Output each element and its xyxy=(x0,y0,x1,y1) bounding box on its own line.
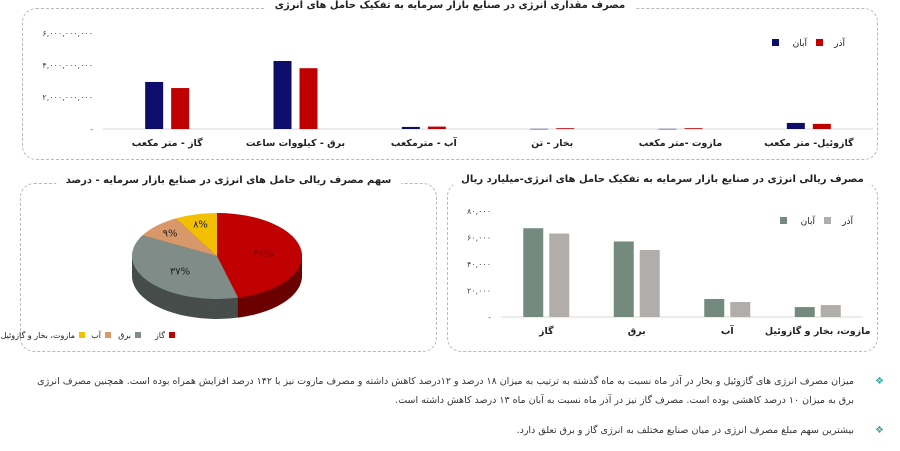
category-label: گازوئیل- متر مکعب xyxy=(764,138,854,149)
bar-آذر xyxy=(821,305,841,317)
y-tick-label: ۶۰,۰۰۰ xyxy=(466,233,491,243)
category-label: گاز - متر مکعب xyxy=(131,138,203,149)
legend-swatch xyxy=(780,217,787,224)
y-tick-label: ۲۰,۰۰۰ xyxy=(466,286,491,296)
pie-value-label: ۳۷% xyxy=(169,266,191,278)
category-label: مازوت -متر مکعب xyxy=(638,138,723,149)
legend-swatch xyxy=(105,332,111,338)
category-label: برق - کیلووات ساعت xyxy=(245,138,346,149)
share-chart-panel xyxy=(0,175,437,352)
note-item xyxy=(25,421,884,440)
rial-chart-title: مصرف ریالی انرژی در صنایع بازار سرمایه به تفکیک حامل های انرژی-میلیارد ریال xyxy=(451,174,874,185)
legend-swatch xyxy=(824,217,831,224)
bar-آبان xyxy=(614,241,634,317)
bar-آبان xyxy=(523,228,543,317)
bar-آذر xyxy=(556,128,574,129)
quantity-chart-panel xyxy=(22,0,878,160)
bar-آبان xyxy=(145,82,163,129)
rial-chart-panel xyxy=(447,174,878,352)
bar-آذر xyxy=(813,124,831,129)
legend-label: آب xyxy=(91,331,101,340)
legend-label: آذر xyxy=(834,39,845,49)
y-tick-label: ۴۰,۰۰۰ xyxy=(466,260,491,269)
note-text: بیشترین سهم مبلغ مصرف انرژی در میان صنایع مختلف به انرژی گاز و برق تعلق دارد. xyxy=(516,425,854,436)
bar-آبان xyxy=(787,123,805,129)
bar-آذر xyxy=(685,128,703,129)
share-chart-title: سهم مصرف ریالی حامل های انرژی در صنایع بازار سرمایه - درصد xyxy=(56,175,402,186)
legend-label: گاز xyxy=(154,331,165,340)
y-tick-label: ۴,۰۰۰,۰۰۰,۰۰۰ xyxy=(42,61,93,70)
category-label: برق xyxy=(627,326,646,337)
bar-آذر xyxy=(300,68,318,129)
diamond-bullet-icon: ❖ xyxy=(875,425,884,436)
bar-آبان xyxy=(704,299,724,317)
bar-آذر xyxy=(428,127,446,129)
category-label: آب - مترمکعب xyxy=(390,138,457,149)
legend-swatch xyxy=(816,39,823,46)
legend-swatch xyxy=(169,332,175,338)
bar-آبان xyxy=(402,127,420,129)
category-label: مازوت، بخار و گازوئیل xyxy=(764,326,871,337)
quantity-bar-chart xyxy=(23,9,879,161)
pie-value-label: ۸% xyxy=(193,219,208,231)
y-tick-label: ۶,۰۰۰,۰۰۰,۰۰۰ xyxy=(42,29,93,38)
legend-label: برق xyxy=(118,331,131,340)
category-label: آب xyxy=(720,326,734,337)
y-tick-label: ۲,۰۰۰,۰۰۰,۰۰۰ xyxy=(42,93,93,102)
bar-آذر xyxy=(171,88,189,129)
bar-آذر xyxy=(730,302,750,317)
notes-list xyxy=(25,372,884,451)
y-tick-label: ۸۰,۰۰۰ xyxy=(466,207,491,216)
legend-label: مازوت، بخار و گازوئیل xyxy=(0,331,75,340)
legend-swatch xyxy=(772,39,779,46)
legend-label: آذر xyxy=(842,217,853,227)
legend-label: آبان xyxy=(792,39,807,49)
bar-آبان xyxy=(274,61,292,129)
bar-آبان xyxy=(530,129,548,130)
y-tick-label: - xyxy=(488,313,491,322)
note-text: میزان مصرف انرژی های گازوئیل و بخار در آذر ماه نسبت به ماه گذشته به ترتیب به میزان ۱۸ درصد و ۱۲درصد کاهش داشته و مصرف مازوت نیز با ۱۴۲ درصد افزایش همراه بوده است. همچنین مصرف انرژی برق به میزان ۱۰ درصد کاهشی بوده است. مصرف گاز نیز در آذر ماه نسبت به آبان ماه ۱۳ درصد کاهش داشته است. xyxy=(37,376,854,406)
pie-value-label: ۴۶% xyxy=(253,249,274,261)
legend-swatch xyxy=(79,332,85,338)
bar-آبان xyxy=(659,129,677,130)
legend-label: آبان xyxy=(800,217,815,227)
legend-swatch xyxy=(135,332,141,338)
quantity-chart-title: مصرف مقداری انرژی در صنایع بازار سرمایه به تفکیک حامل های انرژی xyxy=(265,0,635,11)
share-pie-chart xyxy=(0,184,438,353)
bar-آذر xyxy=(549,234,569,317)
pie-value-label: ۹% xyxy=(162,228,178,240)
rial-bar-chart xyxy=(448,183,879,353)
category-label: گاز xyxy=(538,326,554,337)
bar-آبان xyxy=(795,307,815,317)
diamond-bullet-icon: ❖ xyxy=(875,376,884,387)
category-label: بخار - تن xyxy=(531,138,574,149)
y-tick-label: - xyxy=(90,125,93,134)
note-item xyxy=(25,372,884,410)
bar-آذر xyxy=(640,250,660,317)
